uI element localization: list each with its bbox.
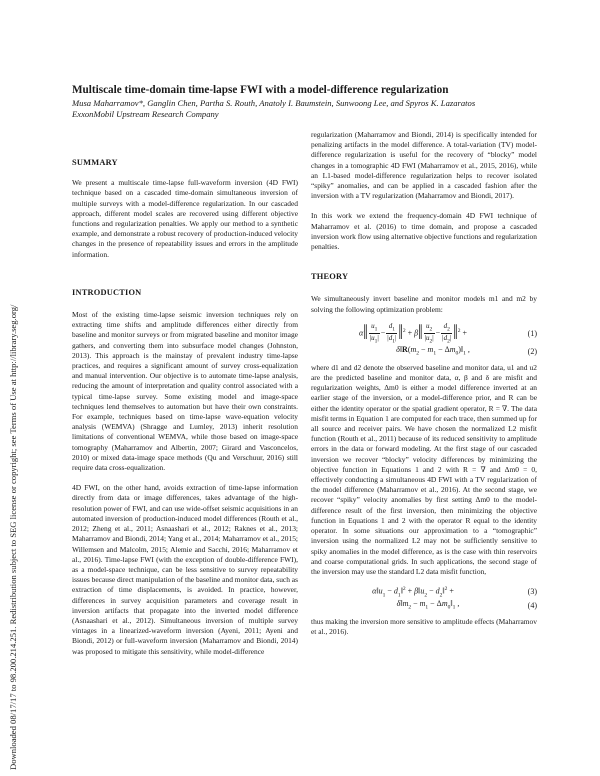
equation-3-body: $\alpha‖u_1$ − $d_1‖^2$ + $\beta‖u_2$ − $d_2‖^2$ + [372,585,454,599]
intro-extension-paragraph: In this work we extend the frequency-domain 4D FWI technique of Maharramov et al. (2016) to time domain, and propose a cascaded inversion work flow using alternative objective functions and regularization penalties. [311,211,537,252]
introduction-paragraph-1: Most of the existing time-lapse seismic inversion techniques rely on extracting time shifts and amplitude differences either directly from baseline and monitor surveys or from migrated baseline and monitor image gathers, and converting them into subsurface model changes (Johnston, 2013). This approach is the mainstay of prevalent industry time-lapse practices, and requires a significant amount of survey cross-equalization and manual intervention. Our objective is to automate time-lapse analysis, reducing the amount of interpretation and quality control associated with a typical time-lapse survey. Some existing model and image-space techniques lend themselves to automation but have their own constraints. For example, techniques based on time-lapse wave-equation velocity analysis (WEMVA) (Shragge and Lumley, 2013) inherit resolution limitations of conventional WEMVA, while those based on image-space tomography (Maharramov and Albertin, 2007; Girard and Vasconcelos, 2010) or mixed data-image space methods (Qu and Verschuur, 2016) still require data cross-equalization. [72,310,298,473]
paper-header [72,84,542,120]
theory-paragraph-1: We simultaneously invert baseline and monitor models m1 and m2 by solving the following optimization problem: [311,294,537,314]
equation-1-body: α‖ $\frac{u_1}{|u_1|}$ − $\frac{d_1}{|d_1|}$ ‖$^2$ + β‖ $\frac{u_2}{|u_2|}$ − $\frac{d_2}{|d_2|}$ ‖$^2$ + [359,321,467,345]
right-column [311,130,537,646]
equation-1-2 [311,323,537,359]
equation-3-number: (3) [527,587,537,597]
download-notice-sidebar [6,130,20,770]
summary-heading: SUMMARY [72,158,118,167]
theory-paragraph-2: where d1 and d2 denote the observed baseline and monitor data, u1 and u2 are the predicted baseline and monitor data, α, β and δ are misfit and regularization weights, Δm0 is either a model difference inverted at an earlier stage of the inversion, or a model-difference prior, and R can be either the identity operator or the spatial gradient operator, R = ∇. The data misfit terms in Equation 1 are computed for each trace, then summed up for all source and receiver pairs. We have chosen the normalized L2 misfit function (Routh et al., 2011) because of its reduced sensitivity to amplitude errors in the data or forward modeling. At the first stage of our cascaded inversion we recover “blocky” velocity differences by minimizing the objective function in Equations 1 and 2 with R = ∇ and Δm0 = 0, effectively conducting a simultaneous 4D FWI with a TV regularization of the model difference (Maharramov et al., 2016). At the second stage, we recover “spiky” velocity anomalies by first setting Δm0 to the model-difference result of the first inversion, then minimizing the objective function in Equations 1 and 2 with the operator R equal to the identity operator. In some situations our approximation to a “tomographic” inversion using the normalized L2 may not be sufficiently sensitive to spiky anomalies in the model difference, as is the case with thin reservoirs and coarse computational grids. In such applications, the second stage of the inversion may use the standard L2 data misfit function, [311,362,537,576]
equation-3 [311,585,537,599]
equation-4 [311,599,537,613]
paper-title: Multiscale time-domain time-lapse FWI with a model-difference regularization [72,84,449,96]
equation-3-4 [311,585,537,613]
theory-paragraph-3: thus making the inversion more sensitive to amplitude effects (Maharramov et al., 2016). [311,617,537,637]
introduction-paragraph-2: 4D FWI, on the other hand, avoids extraction of time-lapse information directly from data or image differences, takes advantage of the high-resolution power of FWI, and can use wide-offset seismic acquisitions in an automated inversion of production-induced model differences (Routh et al., 2012; Zheng et al., 2011; Asnaashari et al., 2012; Raknes et al., 2013; Maharramov and Biondi, 2014; Yang et al., 2014; Maharramov et al., 2015; Willemsen and Malcolm, 2015; Alemie and Sacchi, 2016; Maharramov et al., 2016). Time-lapse FWI (with the exception of double-difference FWI), as a model-space technique, can be less sensitive to survey repeatability issues because direct manipulation of the baseline and monitor data, such as extraction of time displacements, is avoided. In practice, however, differences in survey acquisition parameters and coverage result in inversion artifacts that propagate into the inverted model difference (Asnaashari et al., 2012). Simultaneous inversion of multiple survey vintages in a linearized-waveform inversion (Ayeni, 2011; Ayeni and Biondi, 2012) or full-waveform inversion (Maharramov and Biondi, 2014) was proposed to mitigate this sensitivity, while model-difference [72,483,298,656]
equation-2-body: $\delta‖R(m_2 - m_1$ − $\Delta m_0)‖_1$ , [396,345,470,357]
download-notice-text: Downloaded 08/17/17 to 98.200.214.251. Redistribution subject to SEG license or copyright; see Terms of Use at http://library.seg.org/ [8,304,18,770]
introduction-heading: INTRODUCTION [72,287,142,297]
equation-2 [311,345,537,359]
left-column [72,158,298,667]
affiliation: ExxonMobil Upstream Research Company [72,109,219,119]
intro-continuation-paragraph: regularization (Maharramov and Biondi, 2014) is specifically intended for penalizing artifacts in the model difference. A total-variation (TV) model-difference regularization is useful for the recovery of “blocky” model changes in a tomographic 4D FWI (Maharramov et al., 2015, 2016), while an L1-based model-difference regularization helps to recover isolated “spiky” anomalies, and can be applied in a cascaded fashion after the inversion with a TV regularization (Maharramov and Biondi, 2017). [311,130,537,201]
equation-1-number: (1) [527,328,537,338]
equation-4-number: (4) [527,601,537,611]
author-list: Musa Maharramov*, Ganglin Chen, Partha S. Routh, Anatoly I. Baumstein, Sunwoong Lee, and Spyros K. Lazaratos [72,98,476,108]
equation-2-number: (2) [527,346,537,356]
theory-heading: THEORY [311,272,349,282]
summary-paragraph: We present a multiscale time-lapse full-waveform inversion (4D FWI) technique based on a cascaded time-domain simultaneous inversion of multiple surveys with a model-difference regularization. In our cascaded approach, different model scales are recovered using different objective functions and regularization penalties. We apply our method to a synthetic example, and demonstrate a robust recovery of production-induced velocity changes in the presence of repeatability issues and errors in the amplitude information. [72,178,298,259]
equation-1 [311,323,537,345]
equation-4-body: $\delta‖m_2 - m_1$ − $\Delta m_0‖_1$ , [396,599,460,611]
